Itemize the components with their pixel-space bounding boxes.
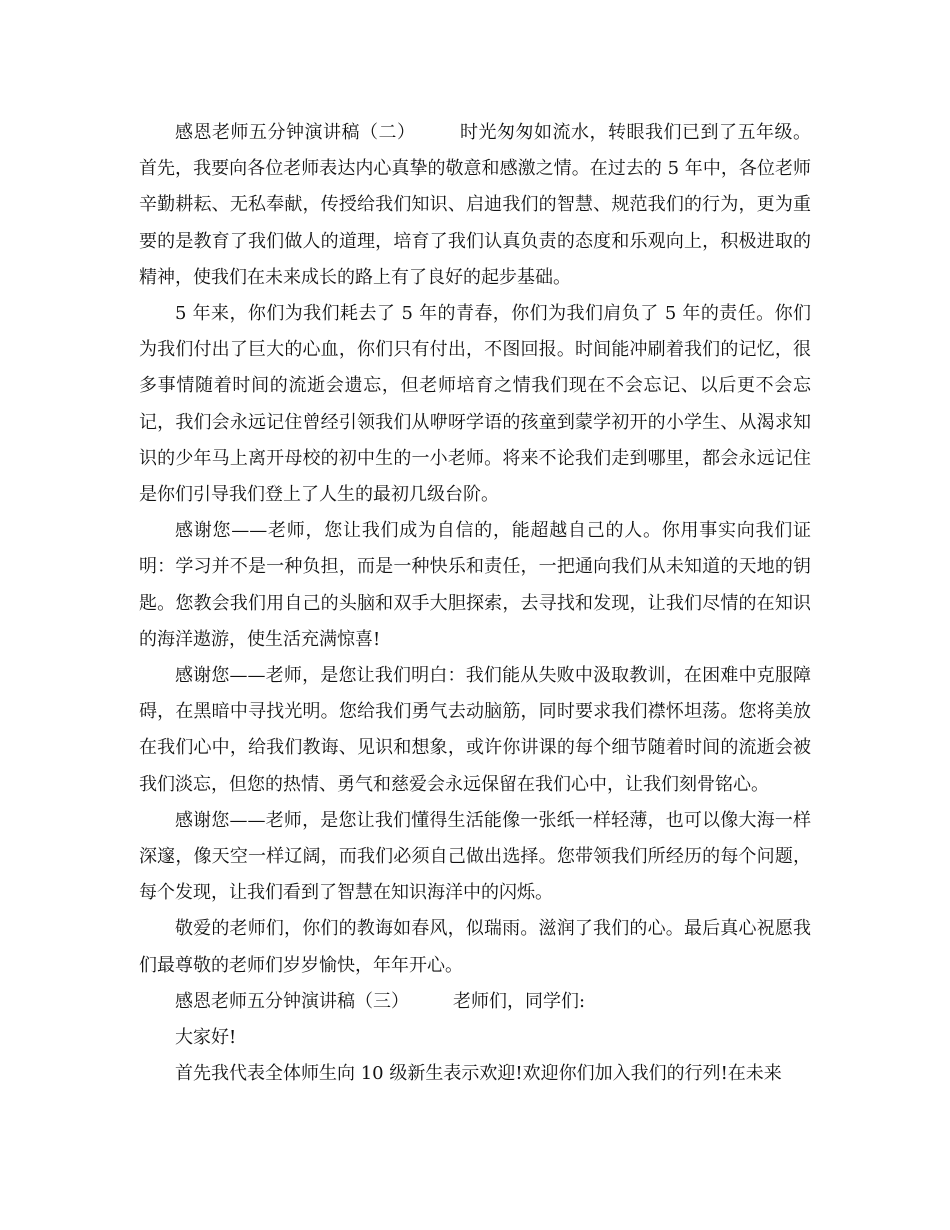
paragraph: 感谢您——老师，是您让我们懂得生活能像一张纸一样轻薄，也可以像大海一样深邃，像天空一样辽阔，而我们必须自己做出选择。您带领我们所经历的每个问题，每个发现，让我们看到了智慧在知识海洋中的闪烁。 [139, 809, 811, 904]
paragraph: 感谢您——老师，您让我们成为自信的，能超越自己的人。你用事实向我们证明：学习并不是一种负担，而是一种快乐和责任，一把通向我们从未知道的天地的钥匙。您教会我们用自己的头脑和双手大胆探索，去寻找和发现，让我们尽情的在知识的海洋遨游，使生活充满惊喜! [139, 520, 811, 650]
document-page [139, 115, 811, 1092]
speech-three-heading: 感恩老师五分钟演讲稿（三） [175, 990, 409, 1012]
paragraph: 大家好! [175, 1027, 237, 1049]
speech-two-heading: 感恩老师五分钟演讲稿（二） [175, 122, 416, 143]
paragraph-text: 老师们，同学们: [453, 990, 586, 1012]
paragraph: 感谢您——老师，是您让我们明白：我们能从失败中汲取教训，在困难中克服障碍，在黑暗中寻找光明。您给我们勇气去动脑筋，同时要求我们襟怀坦荡。您将美放在我们心中，给我们教诲、见识和想象，或许你讲课的每个细节随着时间的流逝会被我们淡忘，但您的热情、勇气和慈爱会永远保留在我们心中，让我们刻骨铭心。 [139, 665, 811, 795]
paragraph: 敬爱的老师们，你们的教诲如春风，似瑞雨。滋润了我们的心。最后真心祝愿我们最尊敬的老师们岁岁愉快，年年开心。 [139, 918, 811, 976]
paragraph: 5 年来，你们为我们耗去了 5 年的青春，你们为我们肩负了 5 年的责任。你们为我们付出了巨大的心血，你们只有付出，不图回报。时间能冲刷着我们的记忆，很多事情随着时间的流逝会遗忘，但老师培育之情我们现在不会忘记、以后更不会忘记，我们会永远记住曾经引领我们从咿呀学语的孩童到蒙学初开的小学生、从渴求知识的少年马上离开母校的初中生的一小老师。将来不论我们走到哪里，都会永远记住是你们引导我们登上了人生的最初几级台阶。 [139, 303, 811, 506]
paragraph-text: 时光匆匆如流水，转眼我们已到了五年级。首先，我要向各位老师表达内心真挚的敬意和感激之情。在过去的 5 年中，各位老师辛勤耕耘、无私奉献，传授给我们知识、启迪我们的智慧、规范我们的行为，更为重要的是教育了我们做人的道理，培育了我们认真负责的态度和乐观向上，积极进取的精神，使我们在未来成长的路上有了良好的起步基础。 [139, 122, 811, 288]
paragraph-speech-two-intro [139, 115, 811, 296]
paragraph-speech-three-intro [139, 984, 811, 1020]
paragraph: 首先我代表全体师生向 10 级新生表示欢迎!欢迎你们加入我们的行列!在未来 [175, 1063, 782, 1085]
